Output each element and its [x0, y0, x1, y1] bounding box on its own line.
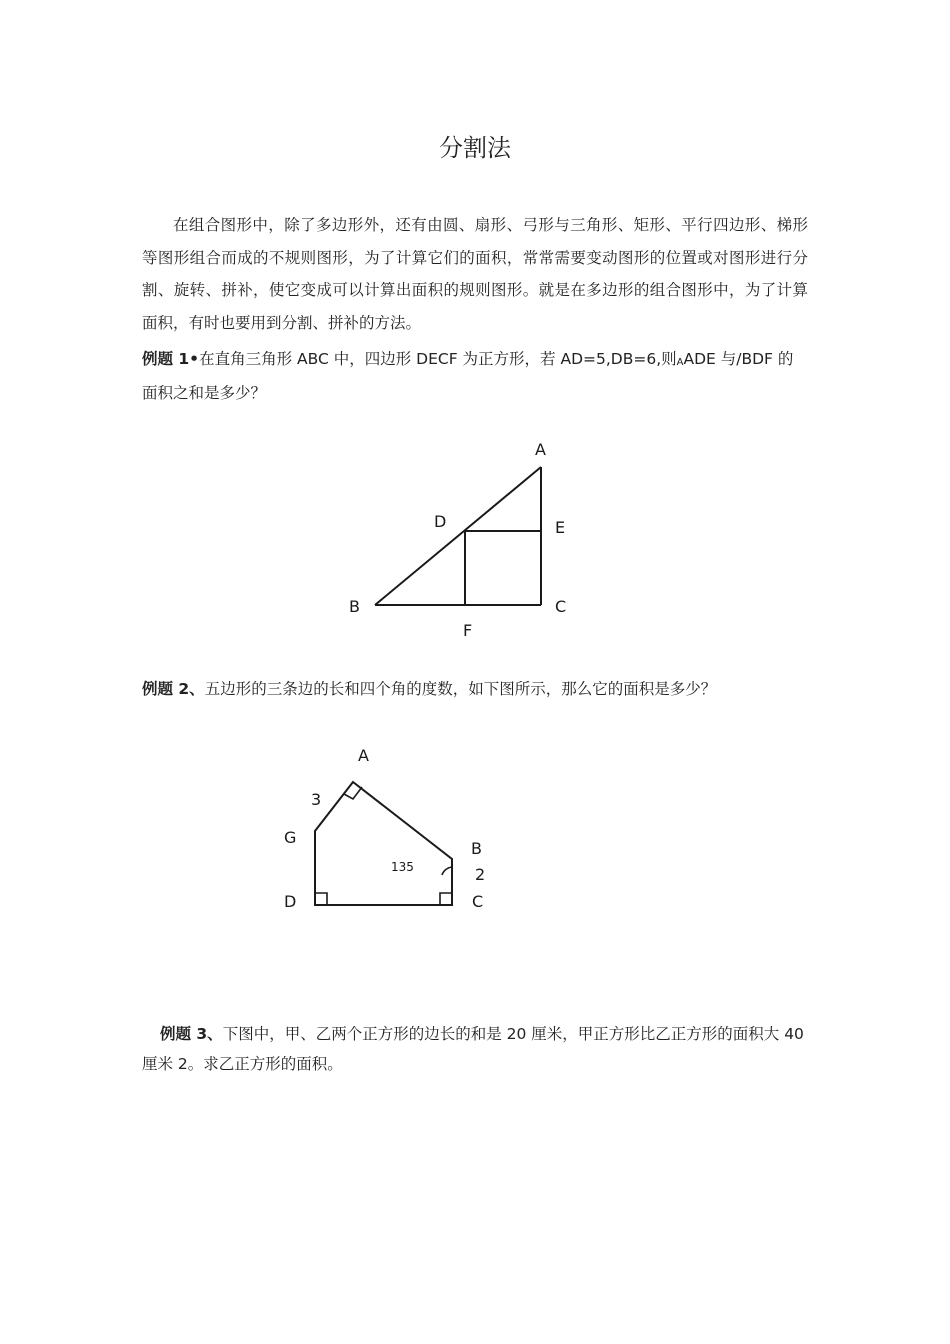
page-title: 分割法	[439, 134, 511, 162]
label-e: E	[555, 518, 566, 537]
right-angle-mark-c	[440, 893, 452, 905]
right-angle-mark-d	[315, 893, 327, 905]
side-length-bc: 2	[475, 865, 486, 884]
label-a: A	[358, 746, 369, 765]
label-b: B	[349, 597, 360, 616]
angle-arc-b	[442, 867, 452, 875]
example-1-text-a: 在直角三角形 ABC 中，四边形 DECF 为正方形，若 AD=5,DB=6,则	[199, 350, 677, 368]
pentagon-figure	[270, 735, 510, 925]
example-2-text: 五边形的三条边的长和四个角的度数，如下图所示，那么它的面积是多少？	[204, 680, 717, 698]
side-ab	[375, 467, 541, 605]
label-d: D	[434, 512, 447, 531]
angle-label-b: 135	[391, 860, 414, 874]
pentagon-outline	[315, 782, 452, 905]
example-1-subscript: A	[676, 357, 684, 368]
label-d: D	[284, 892, 297, 911]
label-c: C	[555, 597, 567, 616]
label-c: C	[472, 892, 484, 911]
example-3	[142, 1019, 808, 1079]
example-1-text-b: ADE 与/BDF 的面积之和是多少？	[142, 350, 794, 402]
example-1	[142, 344, 808, 408]
example-2-heading: 例题 2、	[142, 680, 205, 698]
triangle-figure	[330, 430, 590, 645]
example-3-text: 下图中，甲、乙两个正方形的边长的和是 20 厘米，甲正方形比乙正方形的面积大 40 厘米 2。求乙正方形的面积。	[142, 1025, 804, 1073]
label-a: A	[535, 440, 546, 459]
side-length-ag: 3	[311, 790, 322, 809]
example-1-heading: 例题 1•	[142, 350, 200, 368]
label-g: G	[284, 828, 297, 847]
example-3-heading: 例题 3、	[160, 1025, 223, 1043]
intro-paragraph: 在组合图形中，除了多边形外，还有由圆、扇形、弓形与三角形、矩形、平行四边形、梯形等图形组合而成的不规则图形，为了计算它们的面积，常常需要变动图形的位置或对图形进行分割、旋转、拼补，使它变成可以计算出面积的规则图形。就是在多边形的组合图形中，为了计算面积，有时也要用到分割、拼补的方法。	[142, 216, 808, 332]
label-b: B	[471, 839, 482, 858]
example-2	[142, 674, 808, 704]
label-f: F	[463, 621, 473, 640]
